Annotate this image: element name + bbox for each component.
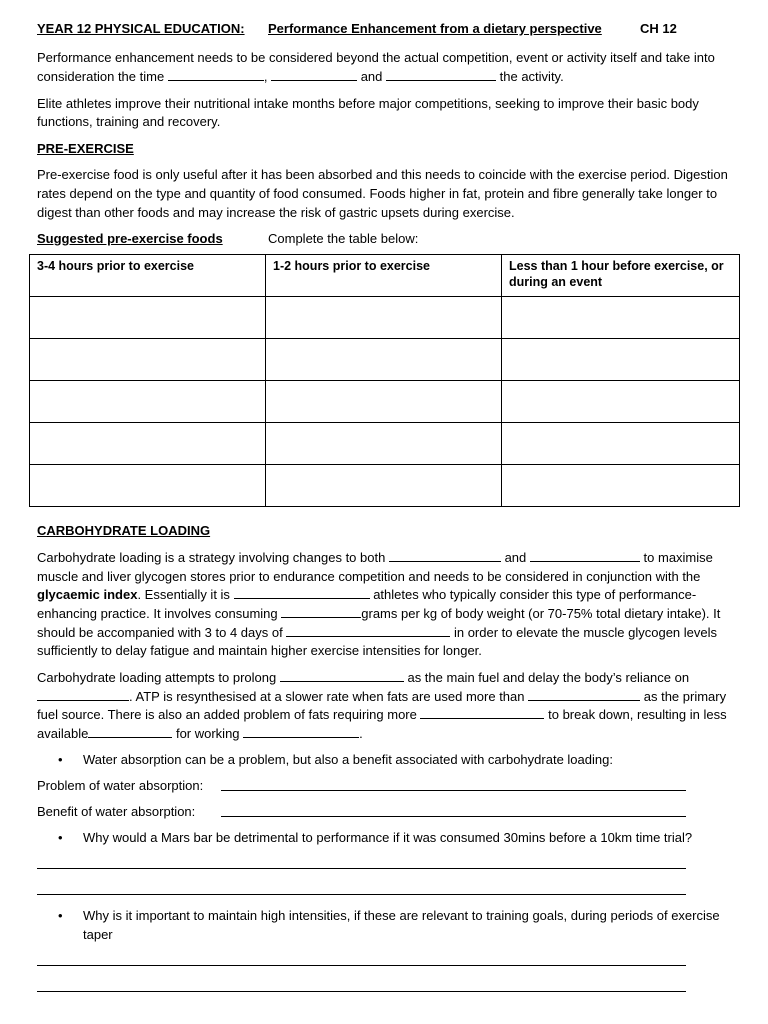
blank-field[interactable] bbox=[281, 605, 361, 618]
table-cell[interactable] bbox=[30, 423, 266, 465]
blank-field[interactable] bbox=[271, 68, 357, 81]
answer-line[interactable] bbox=[37, 965, 686, 966]
blank-field[interactable] bbox=[243, 725, 359, 738]
pre-exercise-line1: Pre-exercise food is only useful after it has been absorbed and this needs to coincide with the exercise period. Digestion bbox=[37, 167, 728, 182]
pre-exercise-heading: PRE-EXERCISE bbox=[37, 141, 134, 156]
benefit-answer-line[interactable] bbox=[221, 816, 686, 817]
carb-p2-line3 bbox=[37, 706, 727, 723]
carb-text: . Essentially it is bbox=[137, 587, 230, 602]
pre-exercise-line2: rates depend on the type and quantity of food consumed. Foods higher in fat, protein and fibre generally take longer to bbox=[37, 186, 718, 201]
table-header-row bbox=[30, 255, 740, 297]
table-header-cell: 3-4 hours prior to exercise bbox=[30, 255, 266, 297]
table-row bbox=[30, 297, 740, 339]
table-cell[interactable] bbox=[502, 339, 740, 381]
blank-field[interactable] bbox=[389, 549, 501, 562]
blank-field[interactable] bbox=[286, 624, 450, 637]
intro-text: and bbox=[360, 69, 383, 84]
glycaemic-index-term: glycaemic index bbox=[37, 587, 138, 602]
intro-p2-line1: Elite athletes improve their nutritional intake months before major competitions, seeking to improve their basic body bbox=[37, 96, 699, 111]
carb-text: available bbox=[37, 726, 89, 741]
problem-answer-line[interactable] bbox=[221, 790, 686, 791]
blank-field[interactable] bbox=[88, 725, 172, 738]
question-water-absorption: Water absorption can be a problem, but also a benefit associated with carbohydrate loading: bbox=[83, 752, 613, 767]
carb-text: as the main fuel and delay the body’s reliance on bbox=[407, 670, 690, 685]
blank-field[interactable] bbox=[530, 549, 640, 562]
table-cell[interactable] bbox=[502, 423, 740, 465]
carb-text: enhancing practice. It involves consuming bbox=[37, 606, 278, 621]
table-cell[interactable] bbox=[30, 465, 266, 507]
table-instruction: Complete the table below: bbox=[268, 231, 419, 246]
carb-text: Carbohydrate loading attempts to prolong bbox=[37, 670, 277, 685]
intro-p2-line2: functions, training and recovery. bbox=[37, 114, 221, 129]
table-cell[interactable] bbox=[30, 339, 266, 381]
carb-text: Carbohydrate loading is a strategy involving changes to both bbox=[37, 550, 386, 565]
blank-field[interactable] bbox=[37, 688, 129, 701]
table-cell[interactable] bbox=[266, 339, 502, 381]
question-taper-line2: taper bbox=[83, 927, 113, 942]
bullet-icon: • bbox=[58, 908, 63, 923]
carb-text: should be accompanied with 3 to 4 days of bbox=[37, 625, 283, 640]
blank-field[interactable] bbox=[234, 586, 370, 599]
carb-p2-line2 bbox=[37, 688, 726, 705]
table-cell[interactable] bbox=[502, 465, 740, 507]
suggested-foods-label: Suggested pre-exercise foods bbox=[37, 231, 223, 246]
carb-p1-line4 bbox=[37, 605, 720, 622]
table-cell[interactable] bbox=[502, 297, 740, 339]
table-header-cell: Less than 1 hour before exercise, or during an event bbox=[502, 255, 740, 297]
chapter-label: CH 12 bbox=[640, 21, 677, 36]
carb-p2-line4 bbox=[37, 725, 363, 742]
carb-p1-line5 bbox=[37, 624, 717, 641]
table-cell[interactable] bbox=[30, 297, 266, 339]
answer-line[interactable] bbox=[37, 991, 686, 992]
blank-field[interactable] bbox=[386, 68, 496, 81]
carb-p1-line1 bbox=[37, 549, 713, 566]
table-row bbox=[30, 381, 740, 423]
table-header-cell: 1-2 hours prior to exercise bbox=[266, 255, 502, 297]
table-cell[interactable] bbox=[266, 465, 502, 507]
intro-text: the activity. bbox=[499, 69, 564, 84]
table-cell[interactable] bbox=[30, 381, 266, 423]
carb-text: grams per kg of body weight (or 70-75% total dietary intake). It bbox=[361, 606, 721, 621]
bullet-icon: • bbox=[58, 752, 63, 767]
carb-text: and bbox=[504, 550, 527, 565]
carb-text: for working bbox=[175, 726, 240, 741]
benefit-label: Benefit of water absorption: bbox=[37, 804, 196, 819]
table-row bbox=[30, 423, 740, 465]
table-cell[interactable] bbox=[266, 423, 502, 465]
question-taper-line1: Why is it important to maintain high intensities, if these are relevant to training goals, during periods of exercise bbox=[83, 908, 720, 923]
carb-text: . bbox=[359, 726, 363, 741]
carb-p1-line6: sufficiently to delay fatigue and maintain higher exercise intensities for longer. bbox=[37, 643, 482, 658]
topic-title: Performance Enhancement from a dietary perspective bbox=[268, 21, 602, 36]
table-row bbox=[30, 465, 740, 507]
carb-p2-line1 bbox=[37, 669, 689, 686]
carb-text: . ATP is resynthesised at a slower rate when fats are used more than bbox=[129, 689, 525, 704]
carb-text: in order to elevate the muscle glycogen levels bbox=[453, 625, 718, 640]
intro-text: consideration the time bbox=[37, 69, 165, 84]
carb-p1-line2: muscle and liver glycogen stores prior to endurance competition and needs to be considered in conjunction with the bbox=[37, 569, 701, 584]
carb-text: as the primary bbox=[643, 689, 727, 704]
table-cell[interactable] bbox=[266, 297, 502, 339]
carb-text: athletes who typically consider this type of performance- bbox=[373, 587, 697, 602]
intro-p1-line1: Performance enhancement needs to be considered beyond the actual competition, event or activity itself and take into bbox=[37, 50, 715, 65]
carb-text: to maximise bbox=[643, 550, 713, 565]
table-cell[interactable] bbox=[266, 381, 502, 423]
blank-field[interactable] bbox=[168, 68, 264, 81]
carb-text: to break down, resulting in less bbox=[548, 707, 727, 722]
table-cell[interactable] bbox=[502, 381, 740, 423]
carb-p1-line3 bbox=[37, 586, 696, 603]
blank-field[interactable] bbox=[420, 706, 544, 719]
pre-exercise-foods-table bbox=[29, 254, 740, 507]
table-row bbox=[30, 339, 740, 381]
pre-exercise-line3: digest than other foods and may increase the risk of gastric upsets during exercise. bbox=[37, 205, 515, 220]
blank-field[interactable] bbox=[280, 669, 404, 682]
problem-label: Problem of water absorption: bbox=[37, 778, 204, 793]
intro-p1-line2 bbox=[37, 68, 564, 85]
question-mars-bar: Why would a Mars bar be detrimental to performance if it was consumed 30mins before a 10km time trial? bbox=[83, 830, 693, 845]
bullet-icon: • bbox=[58, 830, 63, 845]
intro-text: , bbox=[263, 69, 268, 84]
answer-line[interactable] bbox=[37, 868, 686, 869]
carb-text: fuel source. There is also an added problem of fats requiring more bbox=[37, 707, 417, 722]
course-title: YEAR 12 PHYSICAL EDUCATION: bbox=[37, 21, 245, 36]
blank-field[interactable] bbox=[528, 688, 640, 701]
answer-line[interactable] bbox=[37, 894, 686, 895]
carb-loading-heading: CARBOHYDRATE LOADING bbox=[37, 523, 211, 538]
